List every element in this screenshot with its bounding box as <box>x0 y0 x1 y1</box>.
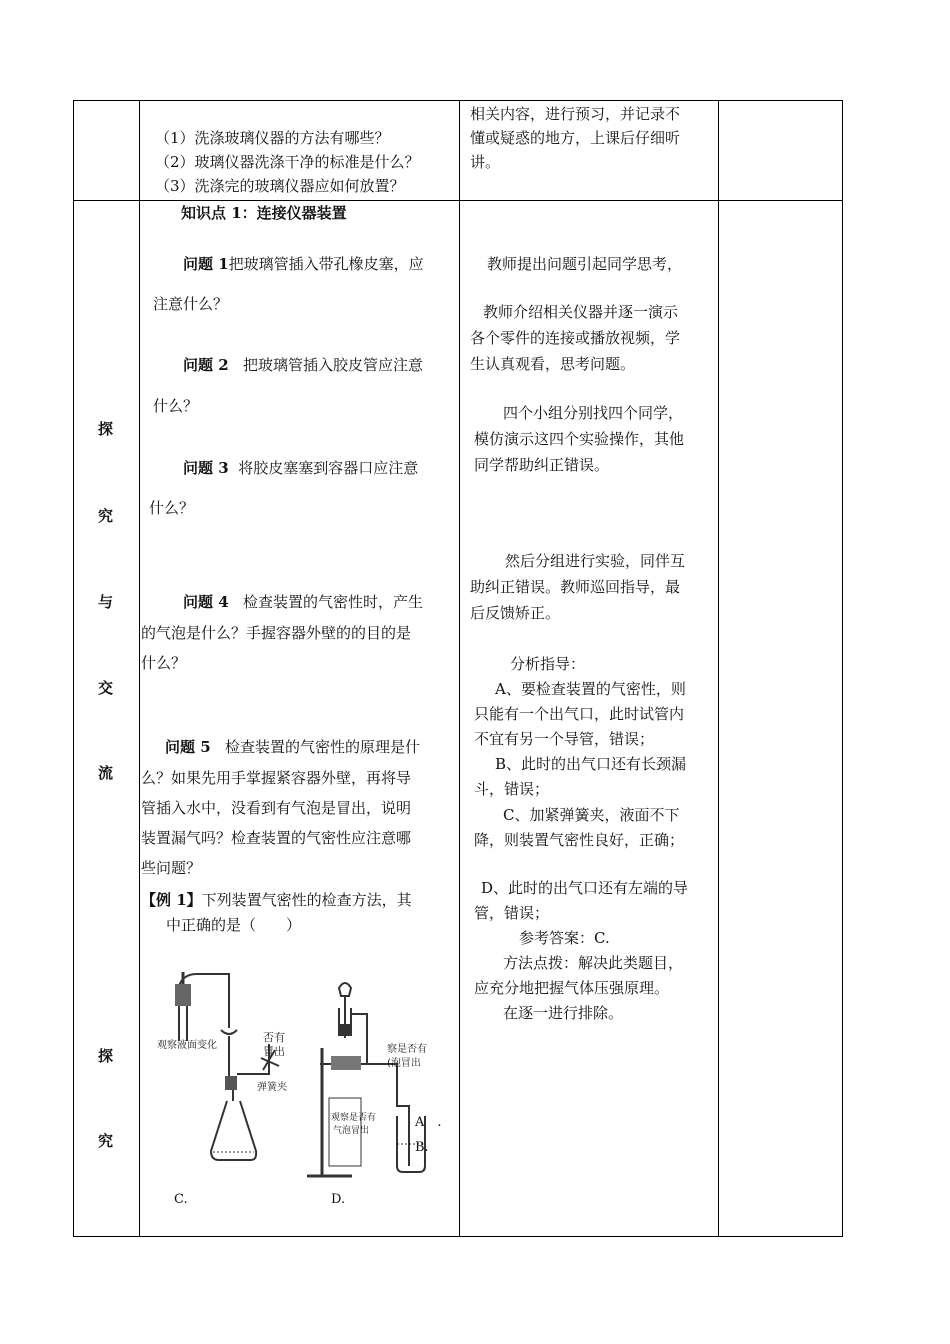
table-border-left <box>73 100 74 1237</box>
row-divider <box>73 200 843 201</box>
option-b: B. <box>415 1140 429 1155</box>
question-5-line-3: 管插入水中，没看到有气泡是冒出，说明 <box>141 799 412 817</box>
side-label-2: 究 <box>98 507 114 525</box>
teacher-note-3: 各个零件的连接或播放视频，学 <box>470 329 681 347</box>
teacher-note-24: 在逐一进行排除。 <box>503 1004 624 1022</box>
row1-note-1: 相关内容，进行预习，并记录不 <box>470 105 681 123</box>
teacher-note-20: 管，错误； <box>474 904 550 922</box>
row1-item-1: （1）洗涤玻璃仪器的方法有哪些？ <box>155 129 390 147</box>
side-label-6: 探 <box>98 1047 114 1065</box>
apparatus-figure <box>157 966 457 1216</box>
question-3-line-2: 什么？ <box>149 499 195 517</box>
example-line-2: 中正确的是（ ） <box>166 916 302 934</box>
question-1-label: 问题 1 <box>183 255 229 273</box>
teacher-note-13: 只能有一个出气口，此时试管内 <box>474 705 685 723</box>
question-3-label: 问题 3 <box>183 459 229 477</box>
question-5-line-4: 装置漏气吗？检查装置的气密性应注意哪 <box>141 829 412 847</box>
table-border-right <box>842 100 843 1237</box>
side-label-4: 交 <box>98 679 114 697</box>
figure-label-observe-level: 观察液面变化 <box>157 1040 217 1051</box>
example-line-1: 【例 1】下列装置气密性的检查方法，其 <box>141 891 412 909</box>
teacher-note-5: 四个小组分别找四个同学， <box>503 404 684 422</box>
question-4-line-3: 什么？ <box>141 654 187 672</box>
option-a: A . <box>415 1115 442 1130</box>
teacher-note-16: 斗，错误； <box>474 780 550 798</box>
knowledge-point-title: 知识点 1：连接仪器装置 <box>181 204 347 222</box>
option-c: C. <box>174 1192 188 1207</box>
question-4-label: 问题 4 <box>183 593 229 611</box>
teacher-note-2: 教师介绍相关仪器并逐一演示 <box>483 303 679 321</box>
teacher-note-18: 降，则装置气密性良好，正确； <box>474 831 685 849</box>
teacher-note-8: 然后分组进行实验，同伴互 <box>505 552 686 570</box>
row1-item-3: （3）洗涤完的玻璃仪器应如何放置？ <box>155 177 405 195</box>
teacher-note-21: 参考答案：C. <box>519 929 610 947</box>
col-divider-1 <box>139 100 140 1237</box>
figure-label-bubble-1a: 否有 <box>263 1031 285 1044</box>
figure-label-bubble-1b: 冒出 <box>263 1045 285 1058</box>
question-2-line-1: 问题 2 把玻璃管插入胶皮管应注意 <box>183 356 423 374</box>
figure-label-bubble-2a: 察是否有 <box>387 1044 427 1055</box>
teacher-note-6: 模仿演示这四个实验操作，其他 <box>474 430 685 448</box>
teacher-note-23: 应充分地把握气体压强原理。 <box>474 979 670 997</box>
teacher-note-14: 不宜有另一个导管，错误； <box>474 730 655 748</box>
side-label-7: 究 <box>98 1132 114 1150</box>
row1-note-2: 懂或疑惑的地方，上课后仔细听 <box>470 129 681 147</box>
question-1-line-2: 注意什么？ <box>153 295 229 313</box>
table-border-top <box>73 100 843 101</box>
question-5-label: 问题 5 <box>165 738 211 756</box>
figure-label-bubble-2b: (泡冒出 <box>387 1058 421 1069</box>
teacher-note-17: C、加紧弹簧夹，液面不下 <box>503 806 680 824</box>
row1-note-3: 讲。 <box>470 153 501 171</box>
question-4-line-2: 的气泡是什么？手握容器外壁的的目的是 <box>141 624 412 642</box>
teacher-note-9: 助纠正错误。教师巡回指导，最 <box>470 578 681 596</box>
side-label-1: 探 <box>98 420 114 438</box>
question-5-line-2: 么？如果先用手掌握紧容器外壁，再将导 <box>141 769 412 787</box>
figure-label-bubble-3a: 观察是否有 <box>331 1113 377 1123</box>
lesson-table <box>73 100 843 1237</box>
question-3-line-1: 问题 3 将胶皮塞塞到容器口应注意 <box>183 459 419 477</box>
teacher-note-10: 后反馈矫正。 <box>470 604 561 622</box>
teacher-note-1: 教师提出问题引起同学思考， <box>487 255 683 273</box>
figure-label-spring-clamp: 弹簧夹 <box>257 1082 287 1093</box>
question-2-label: 问题 2 <box>183 356 229 374</box>
table-border-bottom <box>73 1236 843 1237</box>
teacher-note-19: D、此时的出气口还有左端的导 <box>481 879 689 897</box>
question-1-line-1: 问题 1把玻璃管插入带孔橡皮塞，应 <box>183 255 424 273</box>
col-divider-2 <box>459 100 460 1237</box>
row1-item-2: （2）玻璃仪器洗涤干净的标准是什么？ <box>155 153 420 171</box>
question-5-line-1: 问题 5 检查装置的气密性的原理是什 <box>165 738 420 756</box>
teacher-note-22: 方法点拨：解决此类题目， <box>503 954 684 972</box>
question-4-line-1: 问题 4 检查装置的气密性时，产生 <box>183 593 423 611</box>
figure-label-bubble-3b: 气泡冒出 <box>333 1126 370 1136</box>
teacher-note-15: B、此时的出气口还有长颈漏 <box>495 755 687 773</box>
option-d: D. <box>331 1192 346 1207</box>
teacher-note-7: 同学帮助纠正错误。 <box>474 456 610 474</box>
teacher-note-4: 生认真观看，思考问题。 <box>470 355 636 373</box>
col-divider-3 <box>718 100 719 1237</box>
question-5-line-5: 些问题？ <box>141 859 202 877</box>
example-label: 【例 1】 <box>141 891 202 909</box>
teacher-note-12: A、要检查装置的气密性，则 <box>495 680 686 698</box>
side-label-3: 与 <box>98 593 114 611</box>
side-label-5: 流 <box>98 764 114 782</box>
teacher-note-11: 分析指导： <box>510 655 586 673</box>
question-2-line-2: 什么？ <box>153 397 199 415</box>
